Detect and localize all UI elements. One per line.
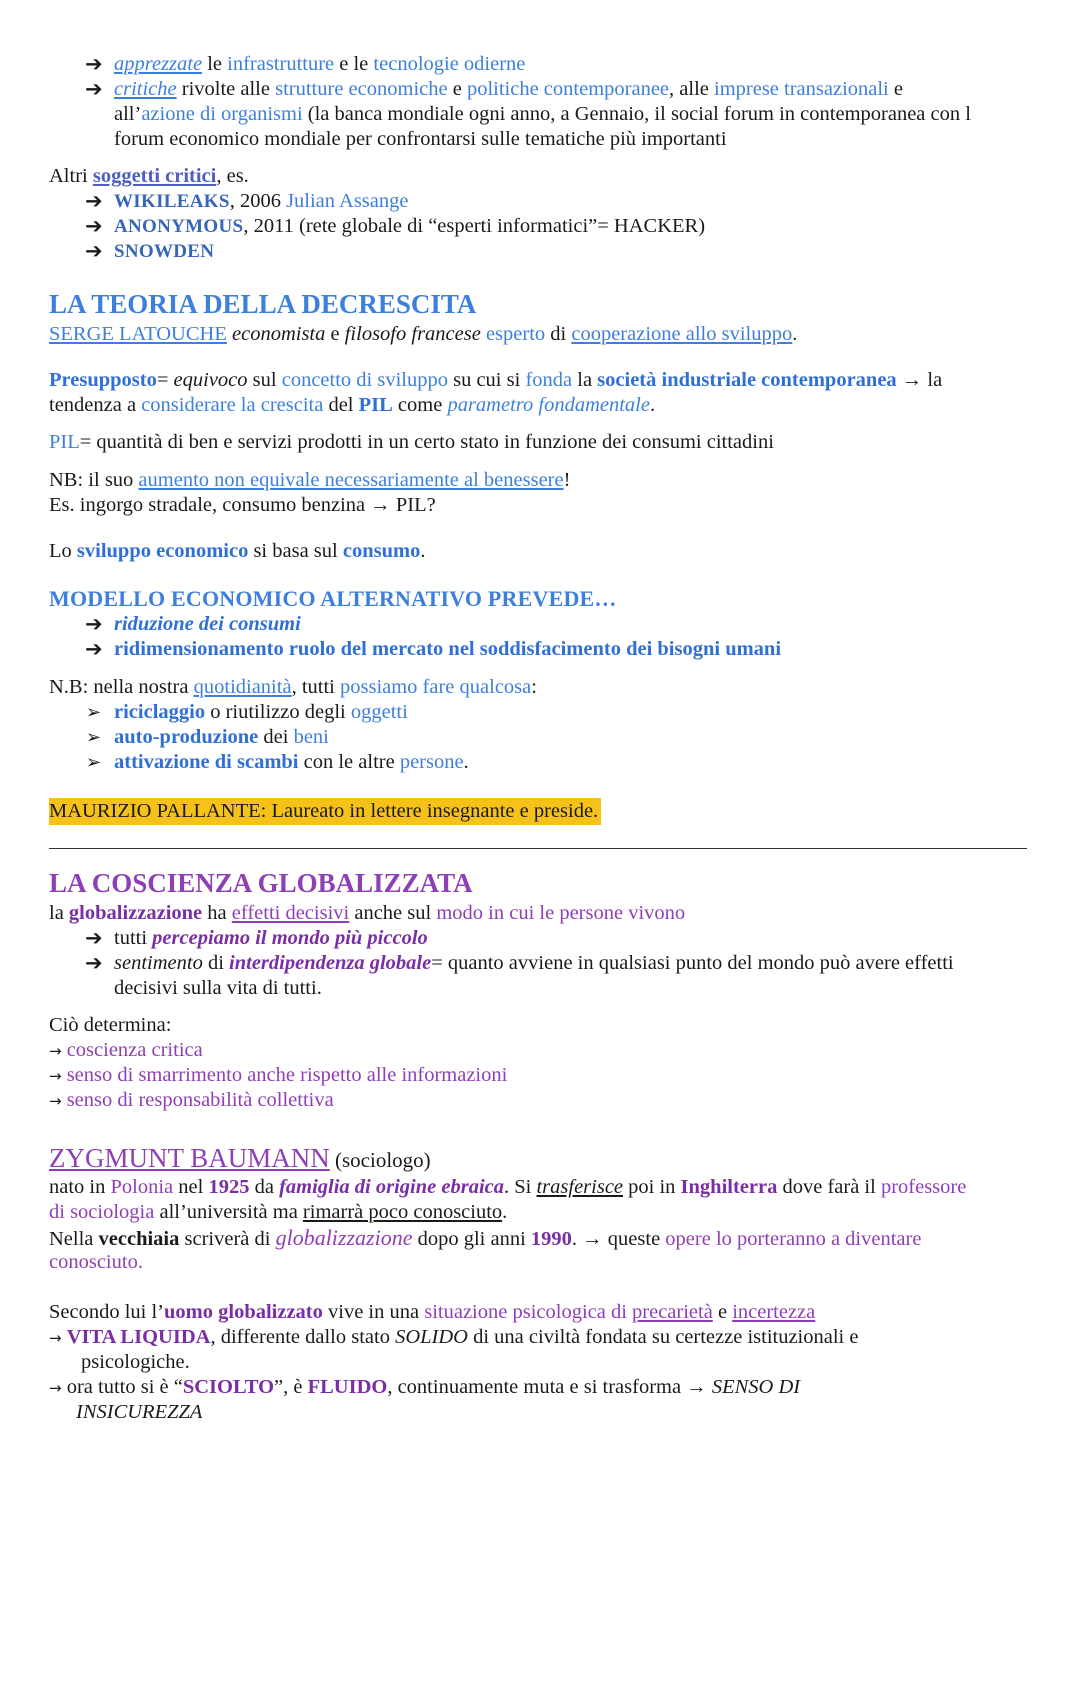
triangle-bullet-icon: ➢ [86, 702, 102, 723]
bauman-heading: ZYGMUNT BAUMANN (sociologo) [49, 1143, 431, 1173]
arrow-bullet-icon: ➔ [85, 951, 103, 975]
right-arrow-icon: → [49, 1067, 62, 1085]
presupposto-line2: tendenza a considerare la crescita del PIL come parametro fondamentale. [49, 394, 656, 416]
coscienza-item-sentimento: sentimento di interdipendenza globale= quanto avviene in qualsiasi punto del mondo può avere effetti [114, 952, 954, 974]
azione-autoproduzione: auto-produzione dei beni [114, 726, 329, 748]
tutto-sciolto: → ora tutto si è “SCIOLTO”, è FLUIDO, continuamente muta e si trasforma → SENSO DI [49, 1376, 801, 1398]
latouche-line: SERGE LATOUCHE economista e filosofo francese esperto di cooperazione allo sviluppo. [49, 323, 798, 345]
coscienza-item-sentimento-line2: decisivi sulla vita di tutti. [114, 977, 322, 999]
bullet-critiche: critiche rivolte alle strutture economiche e politiche contemporanee, alle imprese transazionali e [114, 78, 903, 100]
coscienza-intro: la globalizzazione ha effetti decisivi anche sul modo in cui le persone vivono [49, 902, 686, 924]
bullet-anonymous: ANONYMOUS, 2011 (rete globale di “esperti informatici”= HACKER) [114, 215, 706, 237]
right-arrow-icon: → [49, 1092, 62, 1110]
modello-item-riduzione: riduzione dei consumi [114, 613, 301, 635]
triangle-bullet-icon: ➢ [86, 752, 102, 773]
arrow-bullet-icon: ➔ [85, 77, 103, 101]
bauman-bio-line1: nato in Polonia nel 1925 da famiglia di origine ebraica. Si trasferisce poi in Inghilterra dove farà il professore [49, 1176, 967, 1198]
heading-modello: MODELLO ECONOMICO ALTERNATIVO PREVEDE… [49, 586, 617, 611]
arrow-bullet-icon: ➔ [85, 637, 103, 661]
uomo-globalizzato: Secondo lui l’uomo globalizzato vive in una situazione psicologica di precarietà e incertezza [49, 1301, 816, 1323]
bullet-snowden: SNOWDEN [114, 241, 215, 262]
bauman-bio-line3: Nella vecchiaia scriverà di globalizzazione dopo gli anni 1990. → queste opere lo porteranno a diventare [49, 1225, 922, 1250]
cio-determina: Ciò determina: [49, 1014, 172, 1036]
presupposto-line: Presupposto= equivoco sul concetto di sviluppo su cui si fonda la società industriale contemporanea → la [49, 369, 943, 391]
vita-liquida-line2: psicologiche. [81, 1351, 190, 1373]
effetto-responsabilita: → senso di responsabilità collettiva [49, 1089, 334, 1111]
azione-riciclaggio: riciclaggio o riutilizzo degli oggetti [114, 701, 408, 723]
effetto-coscienza-critica: → coscienza critica [49, 1039, 203, 1061]
bullet-critiche-line3: forum economico mondiale per confrontarsi sulle tematiche più importanti [114, 128, 727, 150]
esempio-ingorgo: Es. ingorgo stradale, consumo benzina → PIL? [49, 494, 436, 516]
effetto-smarrimento: → senso di smarrimento anche rispetto alle informazioni [49, 1064, 508, 1086]
azione-scambi: attivazione di scambi con le altre persone. [114, 751, 469, 773]
heading-decrescita: LA TEORIA DELLA DECRESCITA [49, 289, 477, 319]
right-arrow-icon: → [49, 1042, 62, 1060]
section-divider [49, 848, 1027, 849]
triangle-bullet-icon: ➢ [86, 727, 102, 748]
arrow-bullet-icon: ➔ [85, 52, 103, 76]
heading-coscienza: LA COSCIENZA GLOBALIZZATA [49, 868, 473, 898]
coscienza-item-percepiamo: tutti percepiamo il mondo più piccolo [114, 927, 428, 949]
altri-soggetti: Altri soggetti critici, es. [49, 165, 249, 187]
bauman-bio-line2: di sociologia all’università ma rimarrà poco conosciuto. [49, 1201, 508, 1223]
bullet-wikileaks: WIKILEAKS, 2006 Julian Assange [114, 190, 409, 212]
nb-quotidianita: N.B: nella nostra quotidianità, tutti possiamo fare qualcosa: [49, 676, 537, 698]
nb-benessere: NB: il suo aumento non equivale necessariamente al benessere! [49, 469, 571, 491]
bullet-apprezzate: apprezzate le infrastrutture e le tecnologie odierne [114, 53, 526, 75]
arrow-bullet-icon: ➔ [85, 189, 103, 213]
pallante-highlight: MAURIZIO PALLANTE: Laureato in lettere insegnante e preside. [49, 799, 601, 825]
right-arrow-icon: → [49, 1329, 62, 1347]
vita-liquida: → VITA LIQUIDA, differente dallo stato SOLIDO di una civiltà fondata su certezze istituzionali e [49, 1326, 859, 1348]
arrow-bullet-icon: ➔ [85, 612, 103, 636]
arrow-bullet-icon: ➔ [85, 239, 103, 263]
tutto-sciolto-line2: INSICUREZZA [76, 1401, 203, 1423]
pil-definition: PIL= quantità di ben e servizi prodotti in un certo stato in funzione dei consumi cittadini [49, 431, 774, 453]
sviluppo-consumo: Lo sviluppo economico si basa sul consumo. [49, 540, 426, 562]
arrow-bullet-icon: ➔ [85, 214, 103, 238]
bullet-critiche-line2: all’azione di organismi (la banca mondiale ogni anno, a Gennaio, il social forum in contemporanea con l [114, 103, 971, 125]
modello-item-ridimensionamento: ridimensionamento ruolo del mercato nel soddisfacimento dei bisogni umani [114, 638, 782, 660]
arrow-bullet-icon: ➔ [85, 926, 103, 950]
bauman-bio-line4: conosciuto. [49, 1251, 143, 1273]
right-arrow-icon: → [49, 1379, 62, 1397]
